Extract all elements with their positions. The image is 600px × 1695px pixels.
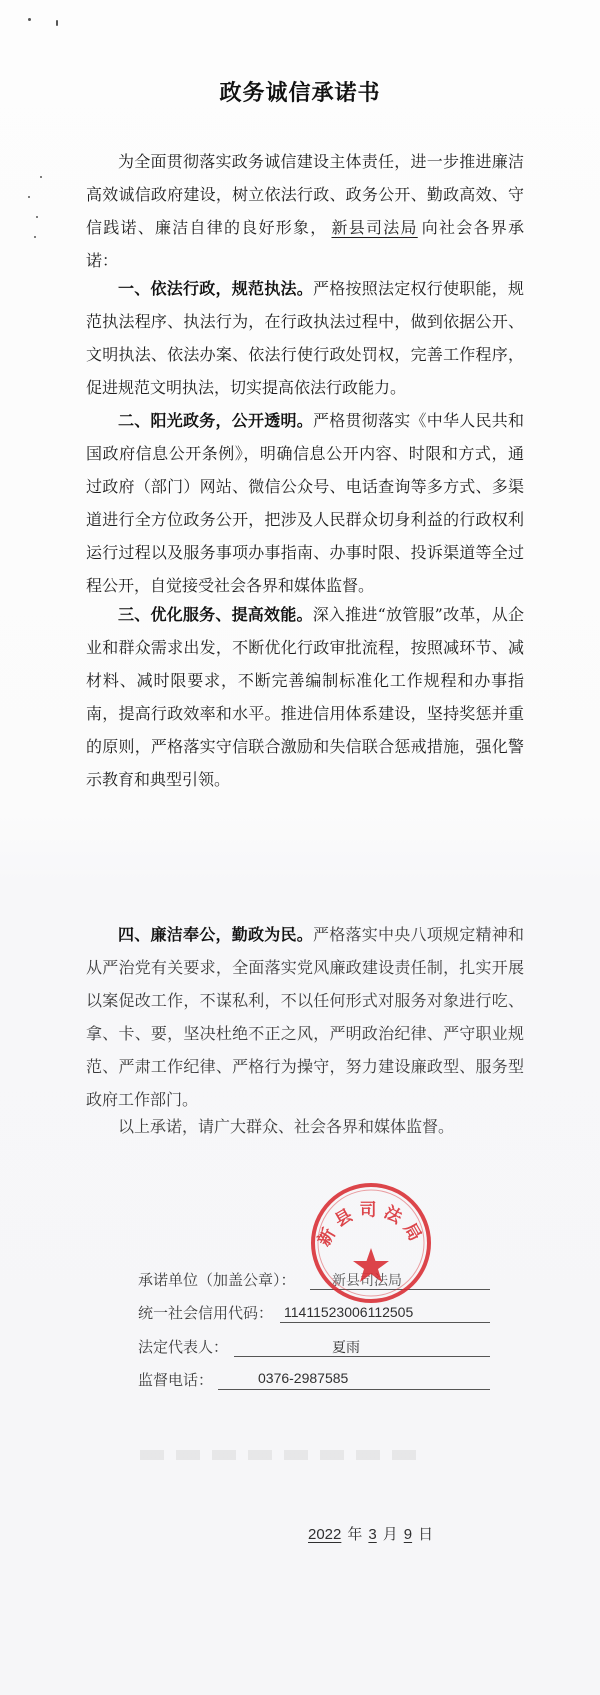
intro-before: 为全面贯彻落实政务诚信建设主体责任，进一步推进廉洁高效诚信政府建设，树立依法行政、政务公开、勤政高效、守信践诺、廉洁自律的良好形象， xyxy=(86,152,524,237)
section-2 xyxy=(86,404,524,602)
section-2-heading: 二、阳光政务，公开透明。 xyxy=(118,411,313,430)
rep-label: 法定代表人： xyxy=(138,1338,229,1356)
date-day: 9 xyxy=(403,1526,413,1543)
date-line xyxy=(302,1523,433,1544)
section-4-heading: 四、廉洁奉公，勤政为民。 xyxy=(118,925,313,944)
section-1-body: 严格按照法定权行使职能，规范执法程序、执法行为，在行政执法过程中，做到依据公开、文明执法、依法办案、依法行使行政处罚权，完善工作程序，促进规范文明执法，切实提高依法行政能力。 xyxy=(86,279,524,397)
intro-paragraph xyxy=(86,145,524,277)
unit-label: 承诺单位（加盖公章）： xyxy=(138,1271,296,1289)
phone-underline xyxy=(218,1389,490,1390)
rep-underline xyxy=(234,1356,490,1357)
scan-speck xyxy=(40,176,42,178)
phone-label: 监督电话： xyxy=(138,1371,214,1389)
date-day-label: 日 xyxy=(418,1525,434,1543)
scan-speck xyxy=(28,18,31,21)
credit-underline xyxy=(280,1322,490,1323)
seal-star xyxy=(353,1248,389,1282)
section-3 xyxy=(86,598,524,796)
document-title: 政务诚信承诺书 xyxy=(219,80,381,106)
intro-after: 向社会各界承诺： xyxy=(86,218,524,270)
official-seal xyxy=(306,1178,436,1308)
seal-text: 新县司法局 xyxy=(314,1200,428,1250)
scan-speck xyxy=(34,236,36,238)
rep-value: 夏雨 xyxy=(332,1340,360,1356)
section-1-heading: 一、依法行政，规范执法。 xyxy=(118,279,313,298)
credit-value: 11411523006112505 xyxy=(284,1304,414,1320)
section-1 xyxy=(86,272,524,404)
scan-speck xyxy=(56,20,58,26)
section-4-body: 严格落实中央八项规定精神和从严治党有关要求，全面落实党风廉政建设责任制，扎实开展以案促改工作，不谋私利，不以任何形式对服务对象进行吃、拿、卡、要，坚决杜绝不正之风，严明政治纪律、严守职业规范、严肃工作纪律、严格行为操守，努力建设廉政型、服务型政府工作部门。 xyxy=(86,925,524,1109)
faint-bleed-through xyxy=(140,1450,420,1460)
date-year-label: 年 xyxy=(347,1525,363,1543)
section-3-body: 深入推进“放管服”改革，从企业和群众需求出发，不断优化行政审批流程，按照减环节、减材料、减时限要求，不断完善编制标准化工作规程和办事指南，提高行政效率和水平。推进信用体系建设，坚持奖惩并重的原则，严格落实守信联合激励和失信联合惩戒措施，强化警示教育和典型引领。 xyxy=(86,605,524,789)
closing-paragraph: 以上承诺，请广大群众、社会各界和媒体监督。 xyxy=(118,1117,455,1136)
intro-unit: 新县司法局 xyxy=(331,218,418,237)
section-3-heading: 三、优化服务、提高效能。 xyxy=(118,605,313,624)
scan-speck xyxy=(36,216,38,218)
date-year: 2022 xyxy=(308,1526,342,1543)
scan-speck xyxy=(28,196,30,198)
credit-label: 统一社会信用代码： xyxy=(138,1304,274,1322)
unit-value: 新县司法局 xyxy=(332,1273,402,1289)
date-month: 3 xyxy=(368,1526,377,1543)
section-4 xyxy=(86,918,524,1116)
date-month-label: 月 xyxy=(382,1525,398,1543)
section-2-body: 严格贯彻落实《中华人民共和国政府信息公开条例》，明确信息公开内容、时限和方式，通过政府（部门）网站、微信公众号、电话查询等多方式、多渠道进行全方位政务公开，把涉及人民群众切身利益的行政权利运行过程以及服务事项办事指南、办事时限、投诉渠道等全过程公开，自觉接受社会各界和媒体监督。 xyxy=(86,411,524,595)
phone-value: 0376-2987585 xyxy=(258,1370,349,1386)
